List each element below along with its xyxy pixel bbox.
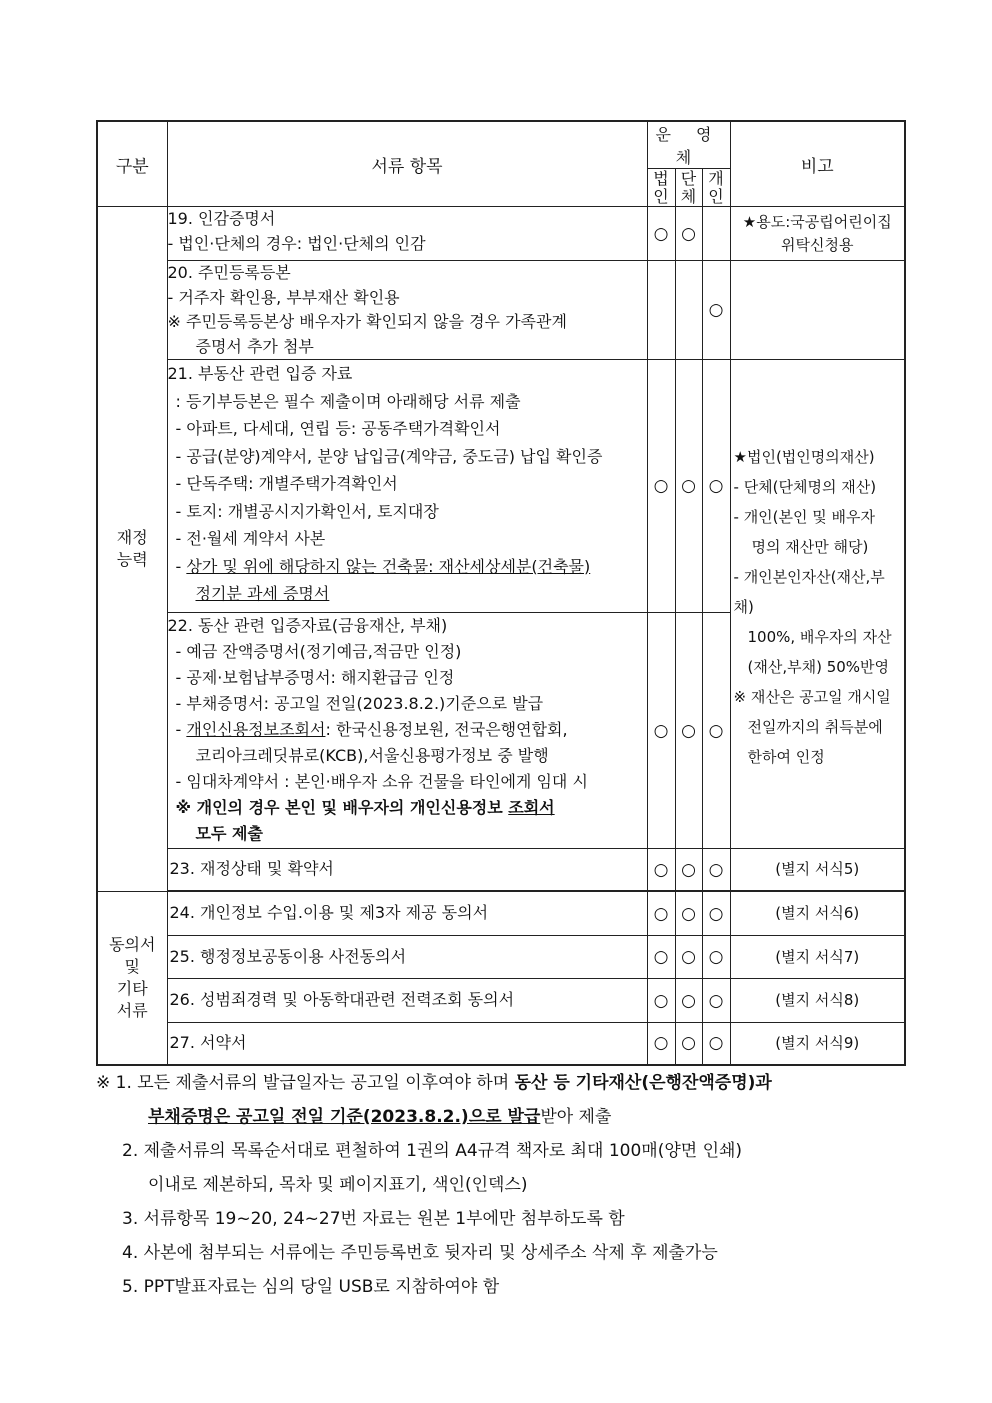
mark-group: ○ <box>675 849 702 891</box>
table-row <box>97 1023 905 1065</box>
mark-group: ○ <box>675 207 702 261</box>
header-group: 단 체 <box>675 169 702 207</box>
mark-indiv: ○ <box>702 261 730 360</box>
table-row <box>97 936 905 979</box>
mark-indiv: ○ <box>702 936 730 979</box>
mark-corp: ○ <box>647 360 675 613</box>
mark-indiv-empty <box>702 207 730 261</box>
note-26: (별지 서식8) <box>730 979 905 1023</box>
mark-indiv: ○ <box>702 892 730 936</box>
mark-group-empty <box>675 261 702 360</box>
mark-group: ○ <box>675 936 702 979</box>
mark-corp: ○ <box>647 849 675 891</box>
header-operator: 운 영 체 <box>647 121 730 169</box>
footnote-2: 2. 제출서류의 목록순서대로 편철하여 1권의 A4규격 책자로 최대 100매(양면 인쇄) <box>122 1141 743 1161</box>
mark-group: ○ <box>675 613 702 849</box>
mark-indiv: ○ <box>702 1023 730 1065</box>
note-24: (별지 서식6) <box>730 892 905 936</box>
note-27: (별지 서식9) <box>730 1023 905 1065</box>
note-20-empty <box>730 261 905 360</box>
mark-indiv: ○ <box>702 360 730 613</box>
item-27: 27. 서약서 <box>167 1023 647 1065</box>
mark-group: ○ <box>675 1023 702 1065</box>
mark-corp: ○ <box>647 936 675 979</box>
table-row <box>97 261 905 360</box>
mark-corp: ○ <box>647 892 675 936</box>
table-row <box>97 979 905 1023</box>
item-22: 22. 동산 관련 입증자료(금융재산, 부채) - 예금 잔액증명서(정기예금,적금만 인정) - 공제·보험납부증명서: 해지환급금 인정 - 부채증명서: 공고일 전일(2023.8.2.)기준으로 발급 - 개인신용정보조회서: 한국신용정보원, 전국은행연합회, 코리아크레딧뷰로(KCB),서울신용평가정보 중 발행 - 임대차계약서 : 본인·배우자 소유 건물을 타인에게 임대 시 ※ 개인의 경우 본인 및 배우자의 개인신용정보 조회서 모두 제출 <box>167 613 647 849</box>
footnote-1: ※ 1. 모든 제출서류의 발급일자는 공고일 이후여야 하며 동산 등 기타재산(은행잔액증명)과 <box>96 1073 772 1093</box>
mark-corp-empty <box>647 261 675 360</box>
mark-corp: ○ <box>647 979 675 1023</box>
header-note: 비고 <box>730 121 905 207</box>
table-row <box>97 207 905 261</box>
item-24: 24. 개인정보 수입.이용 및 제3자 제공 동의서 <box>167 892 647 936</box>
note-21-22: ★법인(법인명의재산) - 단체(단체명의 재산) - 개인(본인 및 배우자 명의 재산만 해당) - 개인본인자산(재산,부채) 100%, 배우자의 자산 (재산,부채) 50%반영 ※ 재산은 공고일 개시일 전일까지의 취득분에 한하여 인정 <box>730 360 905 849</box>
footnote-2-cont: 이내로 제본하되, 목차 및 페이지표기, 색인(인덱스) <box>148 1175 528 1195</box>
item-26: 26. 성범죄경력 및 아동학대관련 전력조회 동의서 <box>167 979 647 1023</box>
mark-corp: ○ <box>647 613 675 849</box>
mark-corp: ○ <box>647 207 675 261</box>
header-corp: 법 인 <box>647 169 675 207</box>
header-category: 구분 <box>97 121 167 207</box>
table-row <box>97 892 905 936</box>
item-19: 19. 인감증명서 - 법인·단체의 경우: 법인·단체의 인감 <box>167 207 647 261</box>
table-row <box>97 360 905 613</box>
footnote-5: 5. PPT발표자료는 심의 당일 USB로 지참하여야 함 <box>122 1277 500 1297</box>
mark-indiv: ○ <box>702 613 730 849</box>
mark-group: ○ <box>675 979 702 1023</box>
footnote-4: 4. 사본에 첨부되는 서류에는 주민등록번호 뒷자리 및 상세주소 삭제 후 제출가능 <box>122 1243 718 1263</box>
documents-table <box>96 120 906 1066</box>
mark-indiv: ○ <box>702 979 730 1023</box>
note-19: ★용도:국공립어린이집 위탁신청용 <box>730 207 905 261</box>
item-21: 21. 부동산 관련 입증 자료 : 등기부등본은 필수 제출이며 아래해당 서류 제출 - 아파트, 다세대, 연립 등: 공동주택가격확인서 - 공급(분양)계약서, 분양 납입금(계약금, 중도금) 납입 확인증 - 단독주택: 개별주택가격확인서 - 토지: 개별공시지가확인서, 토지대장 - 전·월세 계약서 사본 - 상가 및 위에 해당하지 않는 건축물: 재산세상세분(건축물) 정기분 과세 증명서 <box>167 360 647 613</box>
mark-group: ○ <box>675 360 702 613</box>
note-25: (별지 서식7) <box>730 936 905 979</box>
item-23: 23. 재정상태 및 확약서 <box>167 849 647 891</box>
note-23: (별지 서식5) <box>730 849 905 891</box>
mark-group: ○ <box>675 892 702 936</box>
header-items: 서류 항목 <box>167 121 647 207</box>
item-20: 20. 주민등록등본 - 거주자 확인용, 부부재산 확인용 ※ 주민등록등본상 배우자가 확인되지 않을 경우 가족관계 증명서 추가 첨부 <box>167 261 647 360</box>
group-consent: 동의서 및 기타 서류 <box>97 892 167 1065</box>
header-indiv: 개 인 <box>702 169 730 207</box>
table-row <box>97 849 905 891</box>
mark-indiv: ○ <box>702 849 730 891</box>
item-25: 25. 행정정보공동이용 사전동의서 <box>167 936 647 979</box>
footnote-3: 3. 서류항목 19~20, 24~27번 자료는 원본 1부에만 첨부하도록 함 <box>122 1209 625 1229</box>
footnotes <box>96 1066 908 1304</box>
group-finance: 재정 능력 <box>97 207 167 892</box>
mark-corp: ○ <box>647 1023 675 1065</box>
footnote-1-cont: 부채증명은 공고일 전일 기준(2023.8.2.)으로 발급받아 제출 <box>148 1107 612 1127</box>
